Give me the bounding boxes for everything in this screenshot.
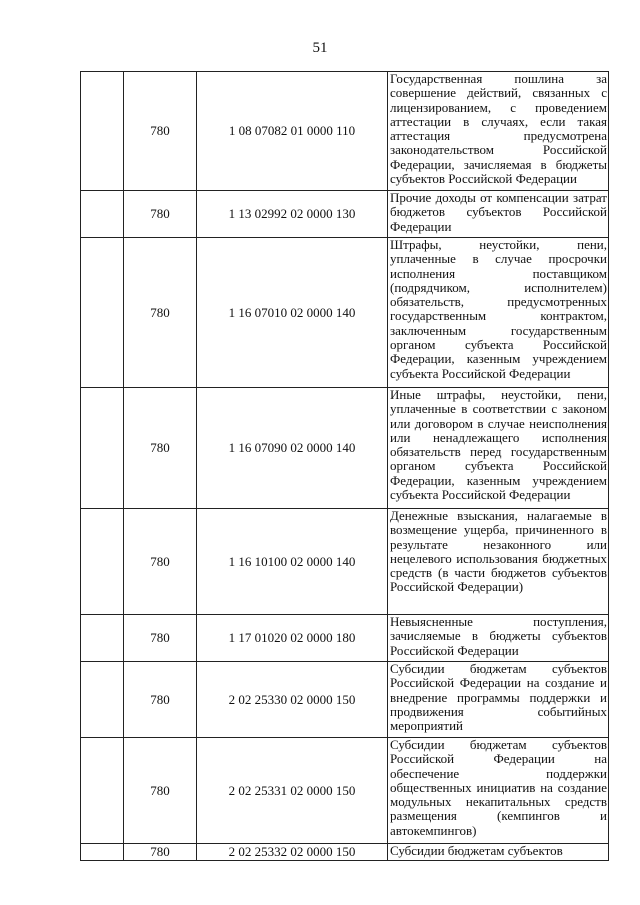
description-cell: Прочие доходы от компенсации затрат бюджетов субъектов Российской Федерации — [388, 191, 609, 238]
kbk-code-cell: 1 16 10100 02 0000 140 — [197, 509, 388, 615]
table-row — [81, 615, 609, 662]
description-cell: Субсидии бюджетам субъектов — [388, 844, 609, 861]
table-row — [81, 72, 609, 191]
empty-cell — [81, 615, 124, 662]
empty-cell — [81, 191, 124, 238]
kbk-code-cell: 1 17 01020 02 0000 180 — [197, 615, 388, 662]
kbk-code-cell: 1 16 07010 02 0000 140 — [197, 238, 388, 388]
empty-cell — [81, 72, 124, 191]
kbk-code-cell: 1 08 07082 01 0000 110 — [197, 72, 388, 191]
admin-code-cell: 780 — [124, 191, 197, 238]
page-number: 51 — [312, 40, 328, 56]
description-cell: Денежные взыскания, налагаемые в возмещение ущерба, причиненного в результате незаконного или нецелевого использования бюджетных средств (в части бюджетов субъектов Российской Федерации) — [388, 509, 609, 615]
kbk-code-cell: 2 02 25331 02 0000 150 — [197, 738, 388, 844]
empty-cell — [81, 509, 124, 615]
description-cell: Государственная пошлина за совершение действий, связанных с лицензированием, с проведением аттестации в случаях, если такая аттестация предусмотрена законодательством Российской Федерации, зачисляемая в бюджеты субъектов Российской Федерации — [388, 72, 609, 191]
admin-code-cell: 780 — [124, 238, 197, 388]
table-row — [81, 662, 609, 738]
kbk-code-cell: 1 13 02992 02 0000 130 — [197, 191, 388, 238]
empty-cell — [81, 844, 124, 861]
description-cell: Иные штрафы, неустойки, пени, уплаченные в соответствии с законом или договором в случае неисполнения или ненадлежащего исполнения обязательств перед государственным органом субъекта Российской Федерации, казенным учреждением субъекта Российской Федерации — [388, 388, 609, 509]
table-row — [81, 388, 609, 509]
description-cell: Штрафы, неустойки, пени, уплаченные в случае просрочки исполнения поставщиком (подрядчиком, исполнителем) обязательств, предусмотренных государственным контрактом, заключенным государственным органом субъекта Российской Федерации, казенным учреждением субъекта Российской Федерации — [388, 238, 609, 388]
kbk-code-cell: 1 16 07090 02 0000 140 — [197, 388, 388, 509]
admin-code-cell: 780 — [124, 509, 197, 615]
empty-cell — [81, 738, 124, 844]
table-row — [81, 509, 609, 615]
admin-code-cell: 780 — [124, 738, 197, 844]
description-cell: Невыясненные поступления, зачисляемые в бюджеты субъектов Российской Федерации — [388, 615, 609, 662]
table-row — [81, 191, 609, 238]
description-cell: Субсидии бюджетам субъектов Российской Федерации на обеспечение поддержки общественных инициатив на создание модульных некапитальных средств размещения (кемпингов и автокемпингов) — [388, 738, 609, 844]
admin-code-cell: 780 — [124, 844, 197, 861]
description-cell: Субсидии бюджетам субъектов Российской Федерации на создание и внедрение программы поддержки и продвижения событийных мероприятий — [388, 662, 609, 738]
table-row — [81, 738, 609, 844]
admin-code-cell: 780 — [124, 72, 197, 191]
empty-cell — [81, 388, 124, 509]
admin-code-cell: 780 — [124, 662, 197, 738]
admin-code-cell: 780 — [124, 388, 197, 509]
empty-cell — [81, 238, 124, 388]
kbk-code-cell: 2 02 25332 02 0000 150 — [197, 844, 388, 861]
revenue-codes-table — [80, 71, 609, 861]
admin-code-cell: 780 — [124, 615, 197, 662]
empty-cell — [81, 662, 124, 738]
table-row — [81, 238, 609, 388]
table-row — [81, 844, 609, 861]
kbk-code-cell: 2 02 25330 02 0000 150 — [197, 662, 388, 738]
